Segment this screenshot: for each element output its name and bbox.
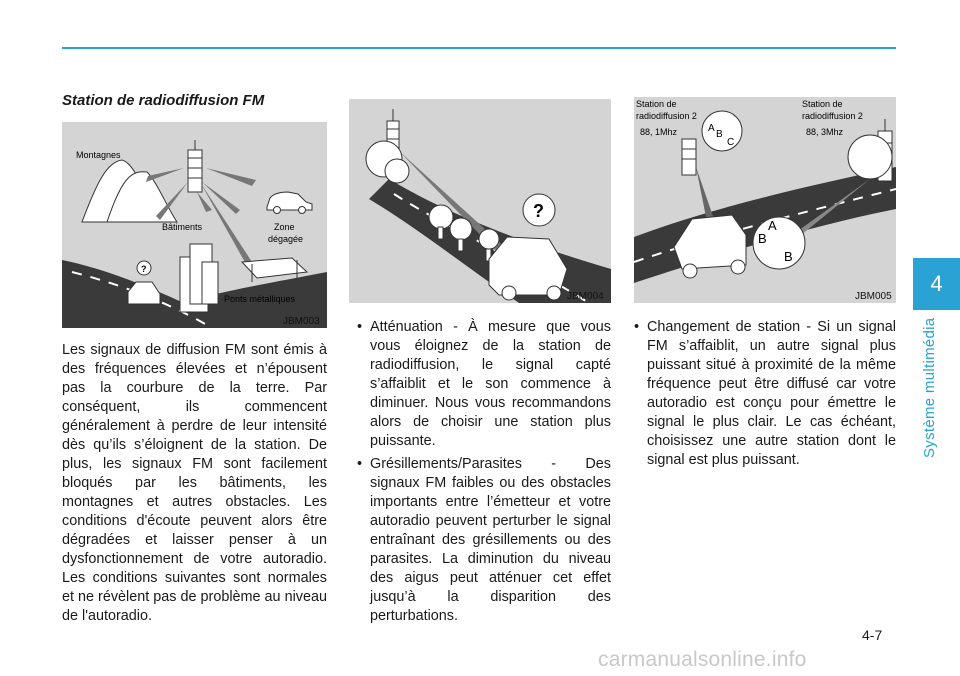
label-buildings: Bâtiments — [162, 222, 203, 232]
label-letter-b-small: B — [716, 129, 723, 140]
figure-code: JBM003 — [283, 316, 320, 327]
header-rule — [62, 47, 896, 49]
chapter-label: Système multimédia — [921, 317, 938, 458]
section-title: Station de radiodiffusion FM — [62, 92, 265, 109]
right-column — [634, 318, 896, 474]
label-station-right-2: radiodiffusion 2 — [802, 111, 863, 121]
label-freq-left: 88, 1Mhz — [640, 127, 678, 137]
label-clear-zone-2: dégagée — [268, 234, 304, 244]
label-freq-right: 88, 3Mhz — [806, 127, 844, 137]
label-station-right-1: Station de — [802, 99, 843, 109]
figure-code: JBM004 — [567, 291, 604, 302]
label-clear-zone-1: Zone — [274, 222, 295, 232]
label-question: ? — [141, 264, 147, 274]
label-letter-c-small: C — [727, 137, 735, 148]
chapter-number: 4 — [930, 271, 943, 296]
figure-code: JBM005 — [855, 291, 892, 302]
middle-column — [357, 318, 611, 630]
bullet-static: • Grésillements/Parasites - Des signaux FM faibles ou des obstacles importants entre l’émetteur et votre autoradio peuvent perturber le signal entraînant des grésillements ou des parasites. La diminution du niveau des aigus peut atténuer cet effet jusqu’à la disparition des perturbations. — [357, 455, 611, 626]
figure-attenuation — [349, 99, 611, 303]
intro-paragraph: Les signaux de diffusion FM sont émis à des fréquences élevées et n’épousent pas la courbure de la terre. Par conséquent, ils commencent généralement à perdre de leur intensité dès qu’ils s’éloignent de la station. De plus, les signaux FM sont facilement bloqués par les bâtiments, les montagnes et autres obstacles. Les conditions d'écoute peuvent alors être dégradées et laisser penser à un dysfonctionnement de votre autoradio. Les conditions suivantes sont normales et ne révèlent pas de problème au niveau de l'autoradio. — [62, 342, 327, 624]
label-bridges: Ponts métalliques — [224, 294, 296, 304]
figure-station-change-art — [634, 97, 896, 303]
bullet-attenuation: • Atténuation - À mesure que vous vous éloignez de la station de radiodiffusion, le signal capté s’affaiblit et le son commence à diminuer. Nous vous recommandons alors de choisir une station plus puissante. — [357, 318, 611, 451]
label-letter-a-large: A — [768, 218, 777, 233]
page-number: 4-7 — [862, 627, 883, 643]
bullet-station-change: • Changement de station - Si un signal FM s’affaiblit, un autre signal plus puissant situé à proximité de la même fréquence peut être diffusé car votre autoradio est conçu pour émettre le signal le plus clair. Le cas échéant, choisissez une autre station dont le signal est plus puissant. — [634, 318, 896, 470]
watermark: carmanualsonline.info — [598, 648, 807, 671]
chapter-tab[interactable] — [913, 258, 960, 310]
figure-attenuation-art — [349, 99, 611, 303]
chapter-side-label — [921, 317, 941, 478]
left-column — [62, 341, 327, 626]
label-letter-b-large: B — [758, 231, 767, 246]
label-question: ? — [533, 201, 544, 221]
label-mountains: Montagnes — [76, 150, 121, 160]
label-letter-a-small: A — [708, 123, 715, 134]
label-station-left-2: radiodiffusion 2 — [636, 111, 697, 121]
figure-signal-obstacles-art — [62, 122, 327, 328]
figure-station-change — [634, 97, 896, 303]
label-station-left-1: Station de — [636, 99, 677, 109]
figure-signal-obstacles — [62, 122, 327, 328]
label-letter-b-large-2: B — [784, 249, 793, 264]
